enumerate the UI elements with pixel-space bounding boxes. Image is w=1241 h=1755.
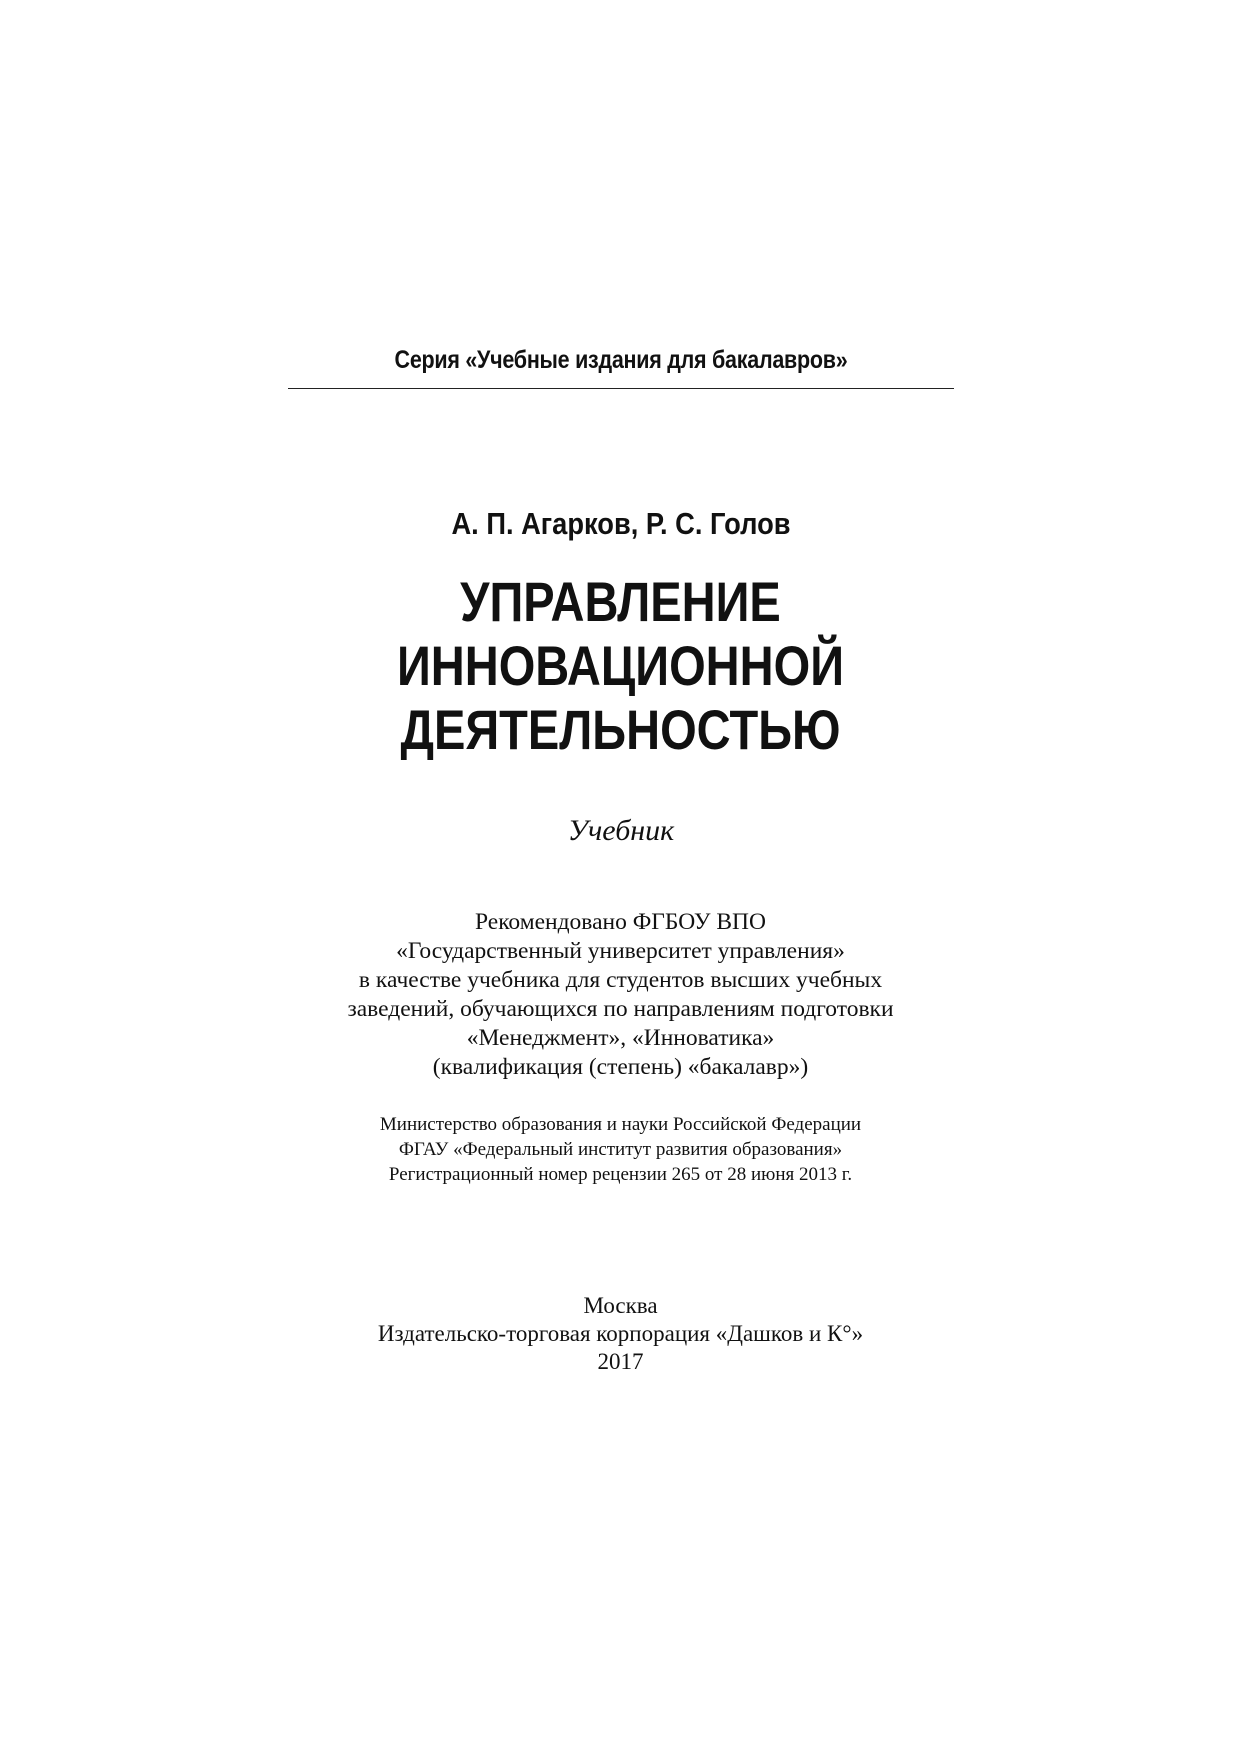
imprint-year: 2017	[597, 1349, 644, 1374]
recommendation-line: (квалификация (степень) «бакалавр»)	[432, 1054, 809, 1080]
book-title-line: УПРАВЛЕНИЕ	[460, 570, 781, 633]
recommendation-line: Рекомендовано ФГБОУ ВПО	[475, 909, 766, 935]
recommendation-line: заведений, обучающихся по направлениям подготовки	[347, 996, 894, 1022]
recommendation-line: в качестве учебника для студентов высших учебных	[358, 967, 883, 993]
imprint-block	[200, 1292, 1041, 1376]
book-title-line: ДЕЯТЕЛЬНОСТЬЮ	[400, 698, 841, 761]
series-name: Серия «Учебные издания для бакалавров»	[394, 346, 848, 374]
book-title	[267, 570, 973, 762]
recommendation-block	[200, 908, 1041, 1082]
imprint-city: Москва	[583, 1293, 658, 1318]
ministry-block	[200, 1112, 1041, 1187]
imprint-publisher: Издательско-торговая корпорация «Дашков и К°»	[377, 1321, 864, 1346]
recommendation-line: «Менеджмент», «Инноватика»	[466, 1025, 775, 1051]
book-title-line: ИННОВАЦИОННОЙ	[396, 634, 845, 697]
series-divider	[288, 388, 954, 389]
authors: А. П. Агарков, Р. С. Голов	[451, 506, 791, 541]
book-type: Учебник	[567, 814, 675, 847]
recommendation-line: «Государственный университет управления»	[396, 938, 845, 964]
ministry-line: ФГАУ «Федеральный институт развития образования»	[398, 1139, 843, 1160]
ministry-line: Министерство образования и науки Российской Федерации	[379, 1114, 862, 1135]
ministry-line: Регистрационный номер рецензии 265 от 28 июня 2013 г.	[388, 1164, 853, 1185]
